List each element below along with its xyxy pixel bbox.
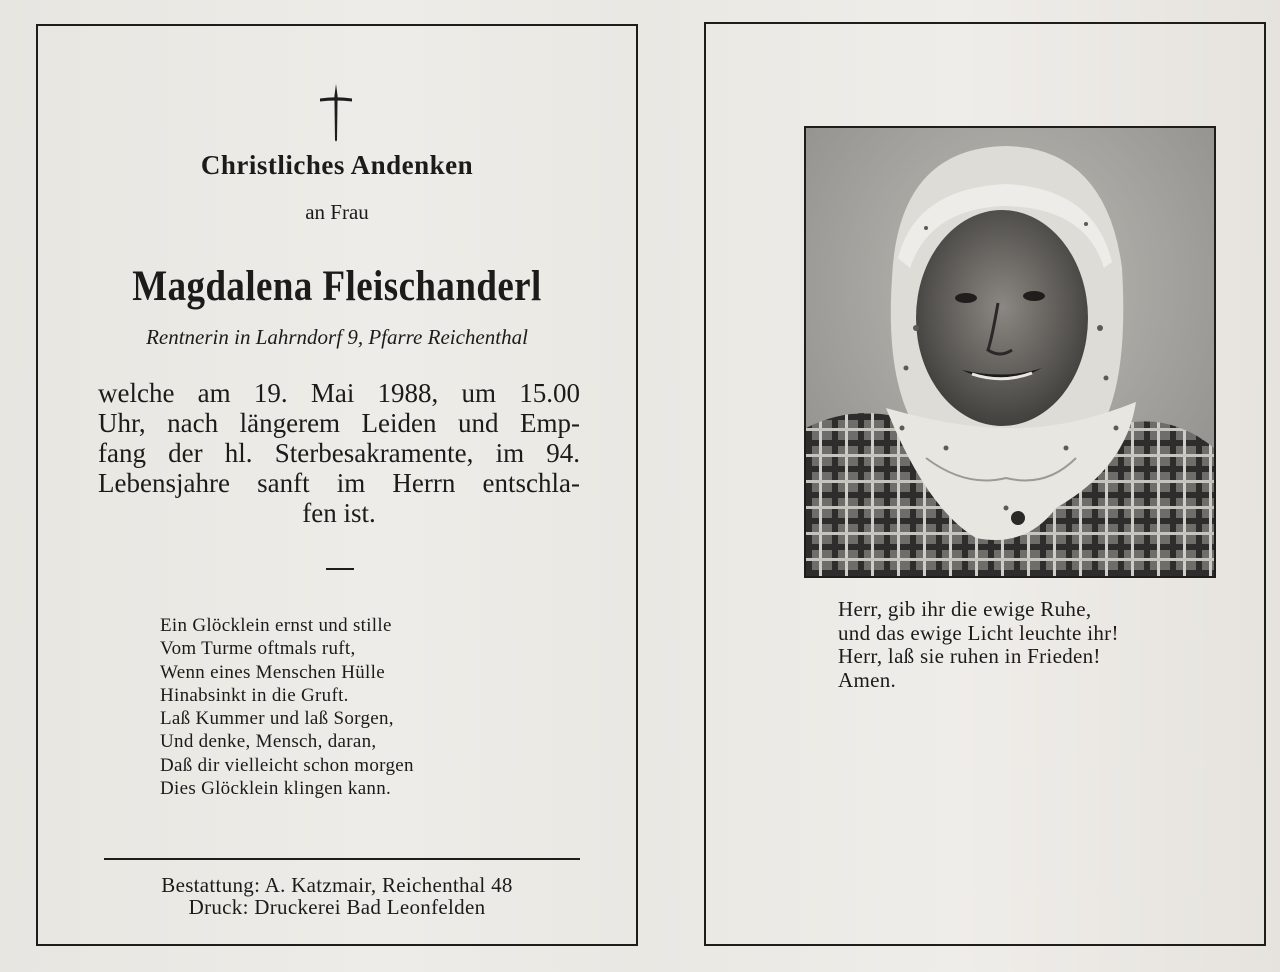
poem-line: Dies Glöcklein klingen kann. (160, 778, 392, 800)
heading-title: Christliches Andenken (200, 150, 474, 180)
portrait-image (806, 128, 1214, 576)
prayer (838, 598, 1119, 692)
poem-line: Vom Turme oftmals ruft, (160, 638, 356, 660)
printer-line: Druck: Druckerei Bad Leonfelden (188, 895, 486, 919)
poem-line: Hinabsinkt in die Gruft. (160, 684, 349, 706)
poem-line: Laß Kummer und laß Sorgen, (160, 708, 394, 730)
deceased-name: Magdalena Fleischanderl (132, 263, 542, 310)
death-notice-line: fen ist. (302, 498, 376, 528)
poem (160, 614, 414, 800)
prayer-line: Amen. (838, 667, 897, 692)
residence-line: Rentnerin in Lahrndorf 9, Pfarre Reichenthal (146, 325, 528, 349)
footer-divider (104, 858, 580, 860)
poem-line: Daß dir vielleicht schon morgen (160, 754, 414, 776)
death-notice-line: Lebensjahre sanft im Herrn entschla- (98, 468, 580, 498)
death-notice-line: Uhr, nach längerem Leiden und Emp- (98, 408, 580, 438)
death-notice-line: welche am 19. Mai 1988, um 15.00 (98, 378, 580, 408)
footer-credits (36, 874, 638, 918)
poem-line: Wenn eines Menschen Hülle (160, 661, 385, 683)
separator-dash (326, 568, 354, 570)
dedication-line: an Frau (305, 200, 369, 224)
prayer-line: und das ewige Licht leuchte ihr! (838, 620, 1119, 645)
prayer-line: Herr, gib ihr die ewige Ruhe, (838, 597, 1092, 621)
prayer-line: Herr, laß sie ruhen in Frieden! (838, 644, 1101, 668)
portrait-photo (804, 126, 1216, 578)
death-notice (98, 378, 580, 528)
poem-line: Und denke, Mensch, daran, (160, 731, 377, 753)
poem-line: Ein Glöcklein ernst und stille (160, 615, 392, 636)
funeral-home-line: Bestattung: A. Katzmair, Reichenthal 48 (161, 873, 513, 897)
death-notice-line: fang der hl. Sterbesakramente, im 94. (98, 438, 580, 468)
latin-cross-icon (316, 82, 356, 144)
